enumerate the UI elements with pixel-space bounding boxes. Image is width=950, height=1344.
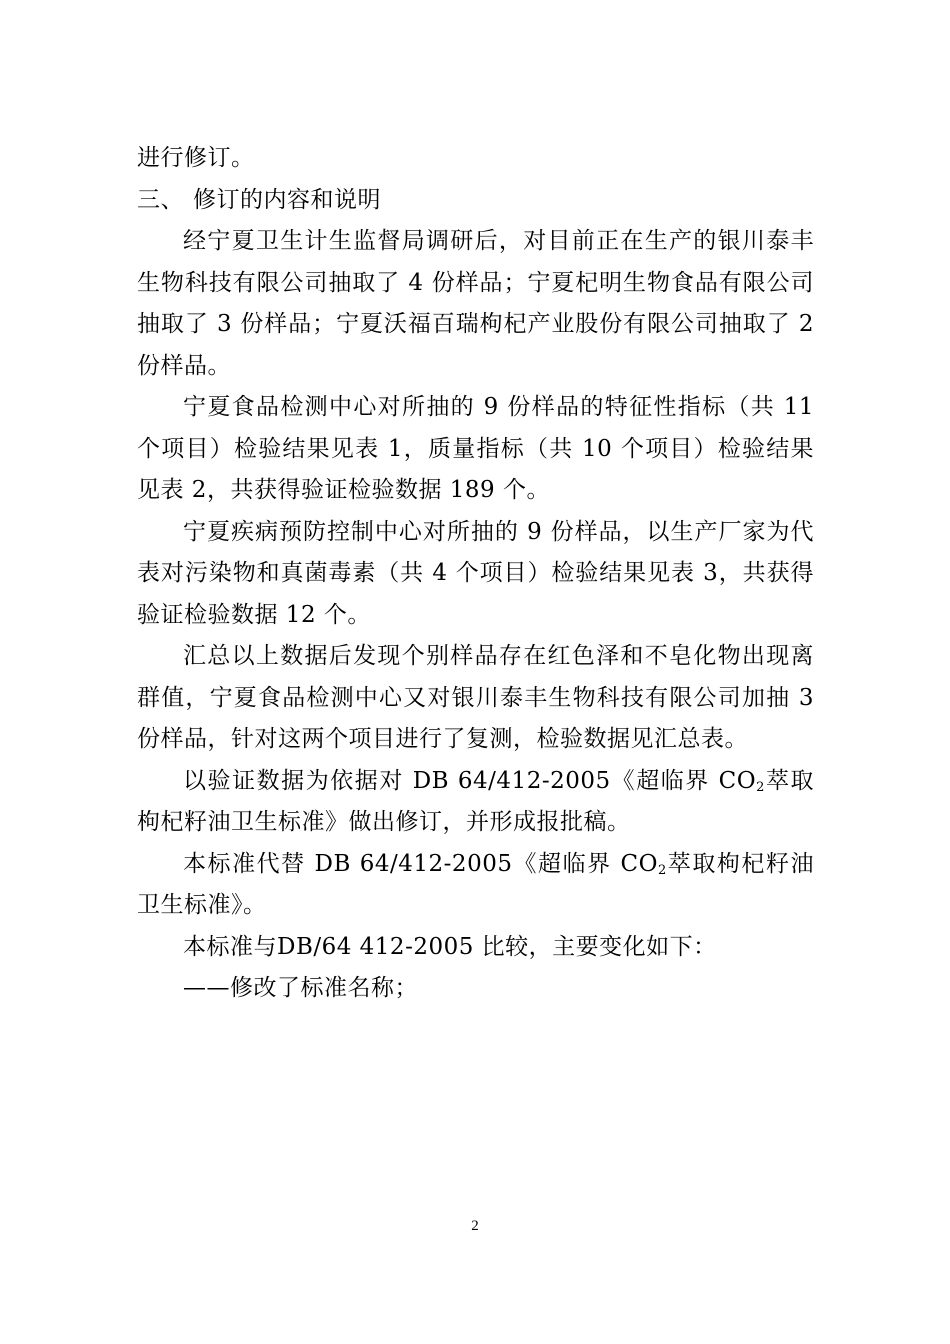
co2-subscript: 2 (657, 862, 667, 878)
section-number: 三、 (137, 186, 184, 213)
paragraph-cdc-testing: 宁夏疾病预防控制中心对所抽的 9 份样品，以生产厂家为代表对污染物和真菌毒素（共 4 个项目）检验结果见表 3，共获得验证检验数据 12 个。 (137, 518, 814, 628)
paragraph-outliers: 汇总以上数据后发现个别样品存在红色泽和不皂化物出现离群值，宁夏食品检测中心又对银川泰丰生物科技有限公司加抽 3 份样品，针对这两个项目进行了复测，检验数据见汇总表。 (137, 643, 814, 752)
change-list-item: ——修改了标准名称； (183, 975, 418, 1001)
revision-basis-part2: 萃取枸杞籽油卫生标准》做出修订，并形成报批稿。 (137, 767, 815, 835)
paragraph-revision-basis (137, 761, 814, 844)
revision-basis-part1: 以验证数据为依据对 DB 64/412-2005《超临界 CO (183, 767, 757, 794)
section-title: 修订的内容和说明 (193, 186, 381, 213)
paragraph-replaces (137, 844, 814, 927)
paragraph-food-testing: 宁夏食品检测中心对所抽的 9 份样品的特征性指标（共 11 个项目）检验结果见表 1，质量指标（共 10 个项目）检验结果见表 2，共获得验证检验数据 189 个。 (137, 394, 814, 503)
section-heading (137, 180, 814, 222)
paragraph-comparison: 本标准与DB/64 412-2005 比较，主要变化如下： (183, 933, 717, 960)
document-body (137, 138, 814, 1010)
page-number: 2 (471, 1218, 479, 1234)
replaces-part1: 本标准代替 DB 64/412-2005《超临界 CO (183, 850, 658, 877)
paragraph-sampling: 经宁夏卫生计生监督局调研后，对目前正在生产的银川泰丰生物科技有限公司抽取了 4 份样品；宁夏杞明生物食品有限公司抽取了 3 份样品；宁夏沃福百瑞枸杞产业股份有限公司抽取了 2 份样品。 (137, 228, 814, 379)
replaces-part2: 萃取枸杞籽油卫生标准》。 (137, 850, 815, 918)
paragraph-continuation: 进行修订。 (137, 145, 255, 171)
co2-subscript: 2 (756, 779, 765, 795)
